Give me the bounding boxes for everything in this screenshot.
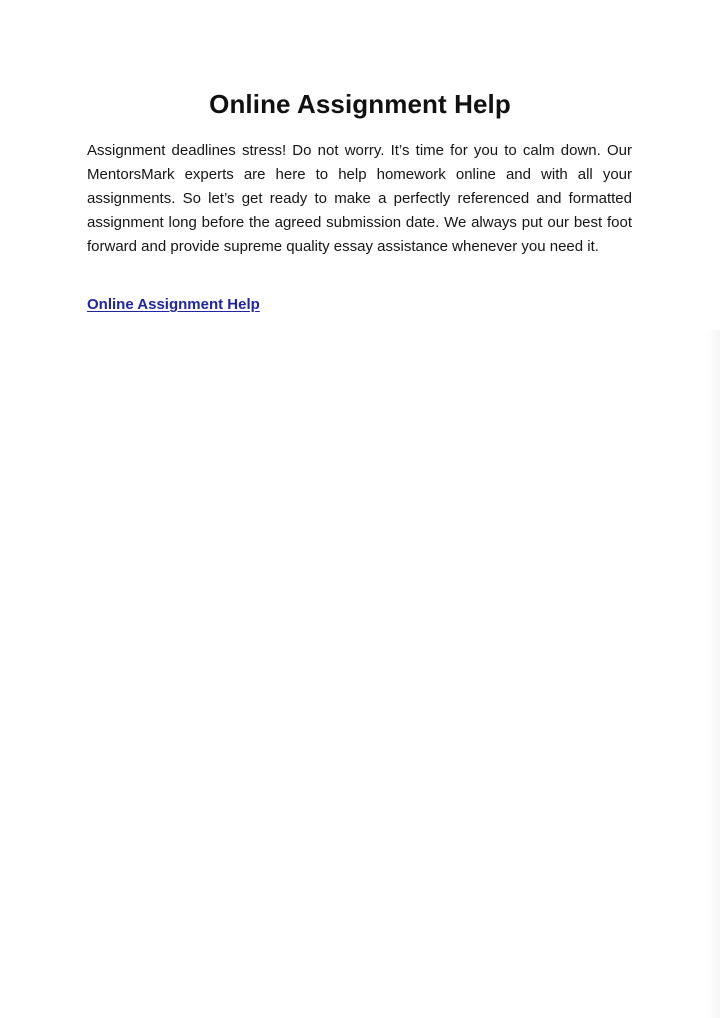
document-title: Online Assignment Help <box>209 89 511 119</box>
body-paragraph: Assignment deadlines stress! Do not worry. It’s time for you to calm down. Our MentorsMark experts are here to help homework online and with all your assignments. So let’s get ready to make a perfectly referenced and formatted assignment long before the agreed submission date. We always put our best foot forward and provide supreme quality essay assistance whenever you need it. <box>87 142 632 255</box>
page-edge-shadow <box>706 330 720 1018</box>
online-assignment-help-link[interactable]: Online Assignment Help <box>87 296 260 313</box>
